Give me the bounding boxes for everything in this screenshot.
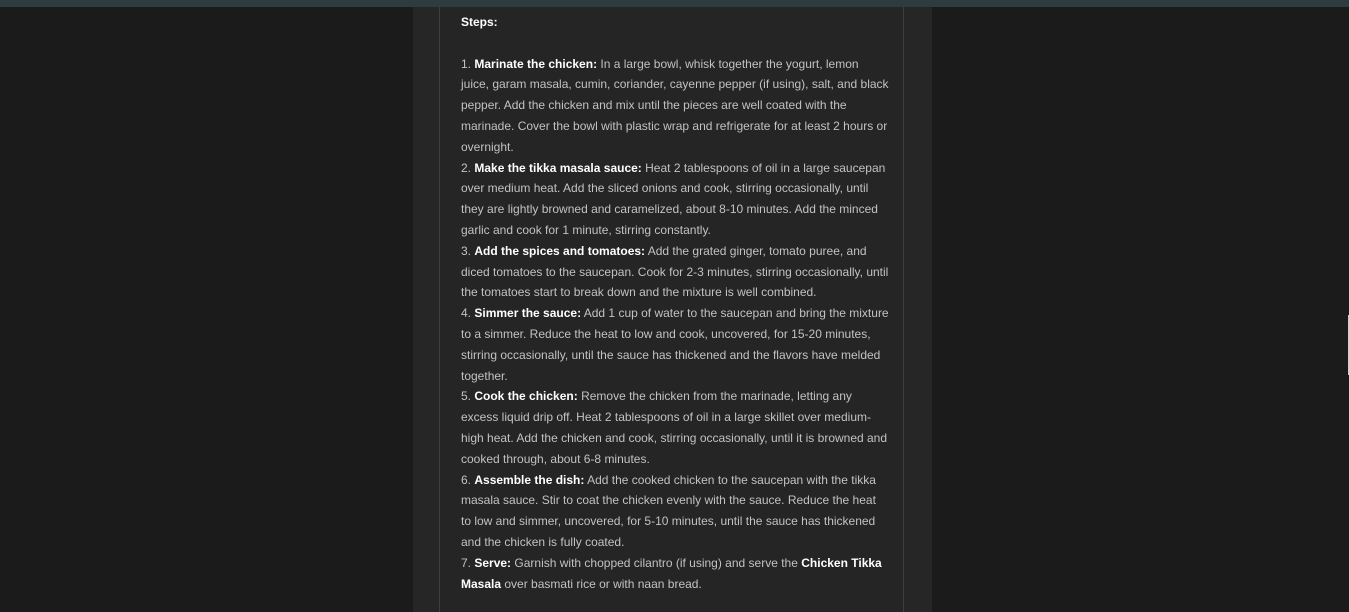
step-text: Add 1 cup of water to the saucepan and bring the mixture to a simmer. Reduce the heat to low and cook, uncovered, for 15-20 minutes, stirring occasionally, until the sauce has thickened and the flavors have melded together. bbox=[461, 306, 889, 383]
step-title: Serve: bbox=[474, 555, 512, 570]
step-number: 2. bbox=[461, 160, 472, 175]
step-4 bbox=[461, 303, 889, 386]
step-1 bbox=[461, 54, 889, 158]
step-number: 5. bbox=[461, 389, 472, 404]
step-5 bbox=[461, 386, 889, 469]
step-2 bbox=[461, 158, 889, 241]
step-text: Garnish with chopped cilantro (if using) and serve the bbox=[514, 555, 798, 570]
step-number: 4. bbox=[461, 306, 472, 321]
step-number: 7. bbox=[461, 555, 472, 570]
step-6 bbox=[461, 470, 889, 553]
step-title: Cook the chicken: bbox=[474, 389, 578, 404]
step-title: Make the tikka masala sauce: bbox=[474, 160, 642, 175]
step-text: over basmati rice or with naan bread. bbox=[504, 576, 702, 591]
steps-heading: Steps: bbox=[461, 15, 498, 29]
browser-top-strip bbox=[0, 0, 1349, 7]
step-number: 6. bbox=[461, 472, 472, 487]
dish-name: Chicken Tikka Masala bbox=[461, 555, 882, 591]
step-title: Add the spices and tomatoes: bbox=[474, 243, 646, 258]
step-3 bbox=[461, 241, 889, 303]
step-text: Add the grated ginger, tomato puree, and diced tomatoes to the saucepan. Cook for 2-3 minutes, stirring occasionally, until the tomatoes start to break down and the mixture is well combined. bbox=[461, 243, 889, 300]
step-text: Heat 2 tablespoons of oil in a large saucepan over medium heat. Add the sliced onions and cook, stirring occasionally, until they are lightly browned and caramelized, about 8-10 minutes. Add the minced garlic and cook for 1 minute, stirring constantly. bbox=[461, 160, 886, 237]
step-number: 1. bbox=[461, 56, 472, 71]
step-number: 3. bbox=[461, 243, 472, 258]
step-text: Remove the chicken from the marinade, letting any excess liquid drip off. Heat 2 tablespoons of oil in a large skillet over medium-high heat. Add the chicken and cook, stirring occasionally, until it is browned and cooked through, about 6-8 minutes. bbox=[461, 389, 888, 466]
step-title: Simmer the sauce: bbox=[474, 306, 582, 321]
step-7 bbox=[461, 553, 889, 595]
step-title: Assemble the dish: bbox=[474, 472, 585, 487]
step-text: In a large bowl, whisk together the yogurt, lemon juice, garam masala, cumin, coriander, cayenne pepper (if using), salt, and black pepper. Add the chicken and mix until the pieces are well coated with the marinade. Cover the bowl with plastic wrap and refrigerate for at least 2 hours or overnight. bbox=[461, 56, 889, 154]
recipe-content-card bbox=[439, 7, 904, 612]
recipe-steps-section bbox=[461, 12, 889, 594]
step-text: Add the cooked chicken to the saucepan with the tikka masala sauce. Stir to coat the chicken evenly with the sauce. Reduce the heat to low and simmer, uncovered, for 5-10 minutes, until the sauce has thickened and the chicken is fully coated. bbox=[461, 472, 876, 549]
step-title: Marinate the chicken: bbox=[474, 56, 598, 71]
